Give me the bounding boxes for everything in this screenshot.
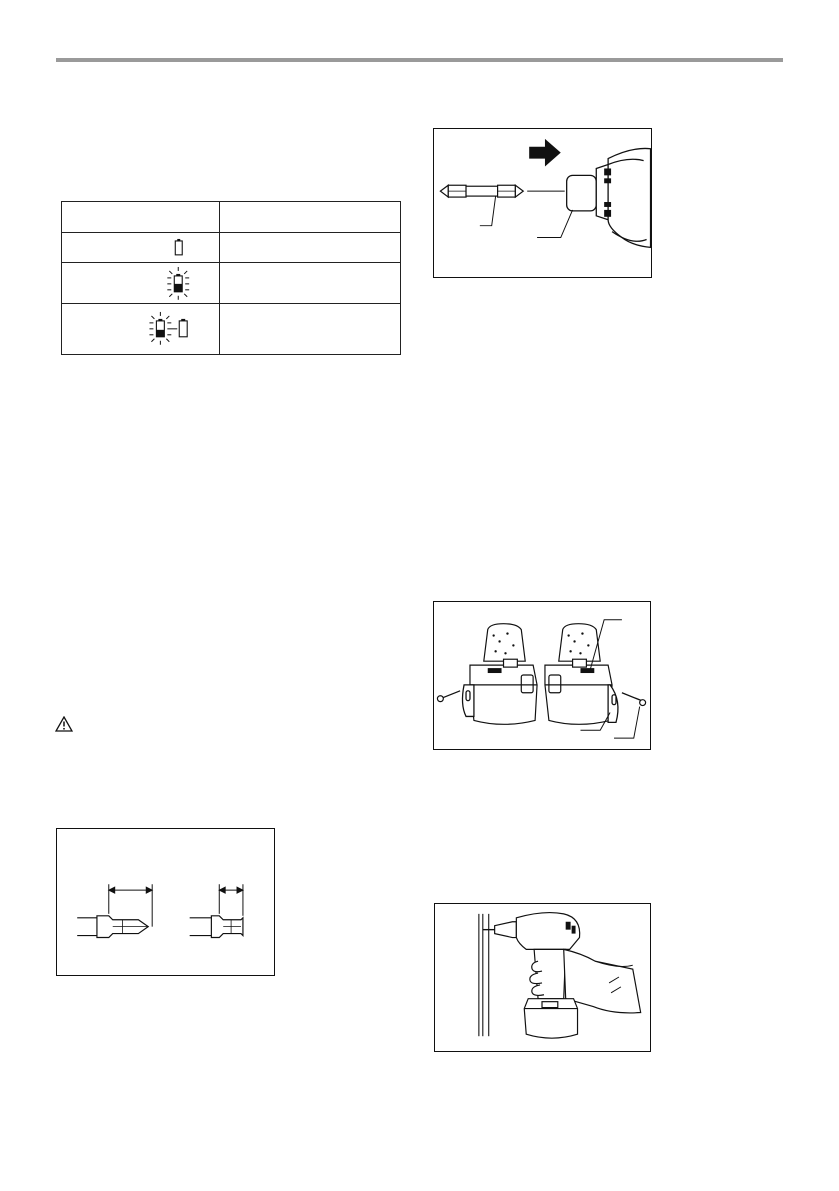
battery-blinking-to-empty-icon (62, 304, 219, 355)
battery-indicator-table (61, 201, 401, 355)
table-cell-description (220, 233, 401, 263)
battery-empty-icon (62, 233, 219, 262)
header-rule (56, 58, 783, 62)
battery-low-blinking-icon (62, 263, 219, 303)
bit-length-illustration (57, 829, 274, 975)
table-cell-icon (62, 233, 220, 263)
figure-bit-insertion (433, 128, 652, 278)
figure-hook-installation (433, 601, 651, 750)
table-row (62, 303, 401, 355)
table-cell-icon (62, 262, 220, 303)
table-row (62, 233, 401, 263)
figure-operation (434, 903, 651, 1052)
table-cell-icon (62, 303, 220, 355)
figure-bit-length (56, 828, 275, 976)
bit-insertion-illustration (434, 129, 651, 277)
table-cell-description (220, 303, 401, 355)
warning-triangle-icon (55, 716, 73, 732)
table-header-cell (62, 202, 220, 233)
operation-illustration (435, 904, 650, 1051)
hook-installation-illustration (434, 602, 650, 749)
table-row (62, 262, 401, 303)
table-header-row (62, 202, 401, 233)
table-header-cell (220, 202, 401, 233)
table-cell-description (220, 262, 401, 303)
right-arrow-icon (529, 139, 561, 167)
